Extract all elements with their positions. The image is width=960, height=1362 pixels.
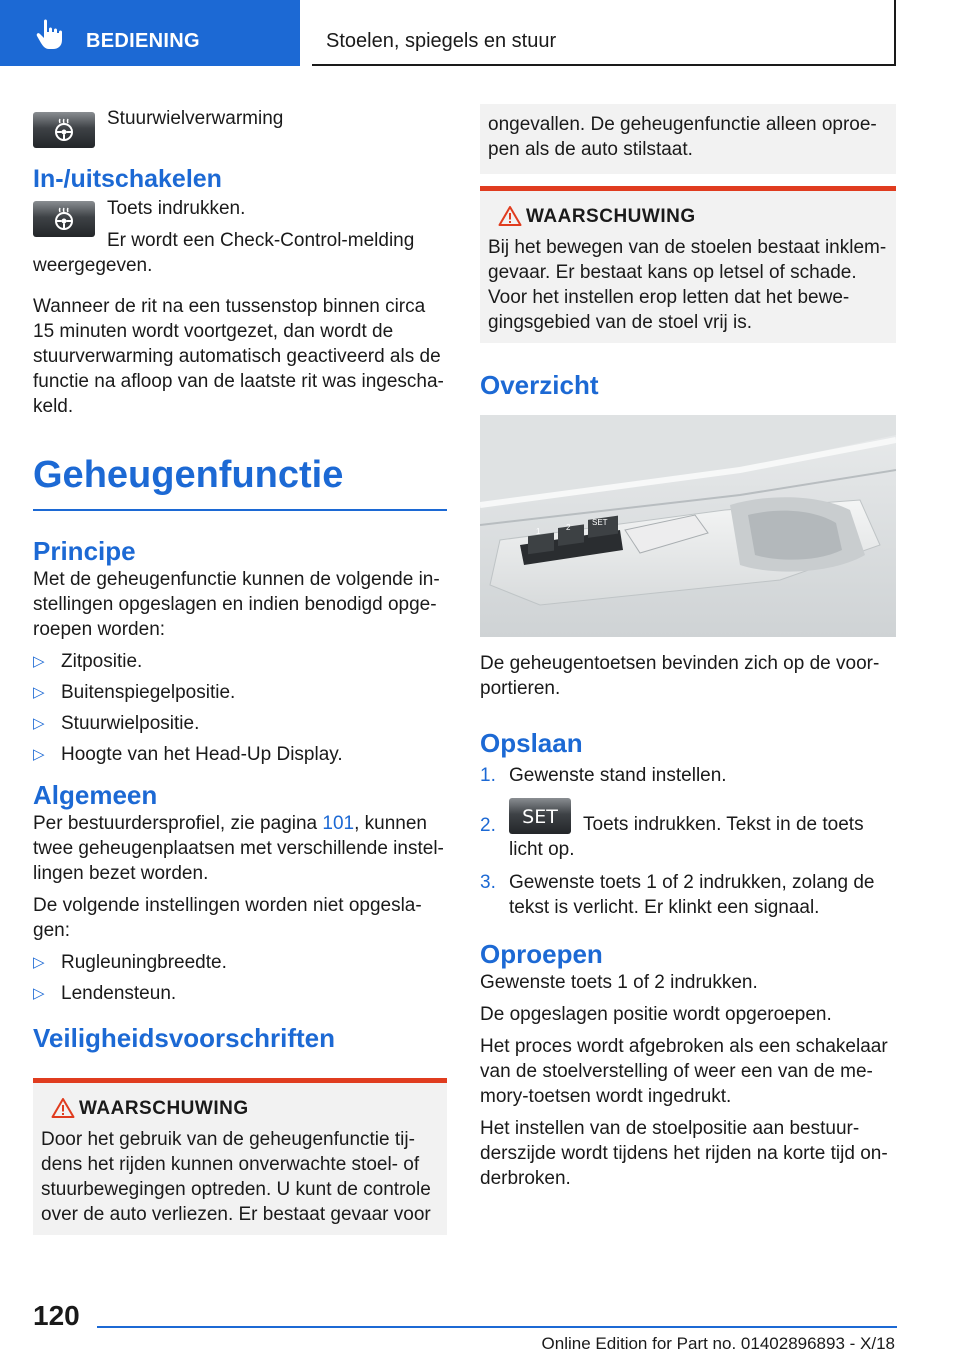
general-text: Per bestuurdersprofiel, zie pagina 101, kunnen twee geheugenplaatsen met verschillende instel-lingen bezet worden. — [33, 813, 444, 884]
page-header — [0, 0, 960, 66]
press-key-text: Toets indrukken. — [107, 198, 246, 219]
recall-text-3: Het proces wordt afgebroken als een schakelaar van de stoelverstelling of weer een van de me-mory-toetsen wordt ingedrukt. — [480, 1036, 888, 1107]
heading-rule — [33, 509, 447, 511]
triangle-bullet-icon: ▷ — [33, 954, 45, 971]
warning-title: WAARSCHUWING — [488, 205, 888, 229]
warning-box-2 — [480, 186, 896, 343]
safety-heading: Veiligheidsvoorschriften — [33, 1023, 335, 1053]
steering-wheel-heat-icon — [52, 207, 76, 231]
photo-button-set: SET — [592, 518, 608, 527]
save-heading: Opslaan — [480, 728, 583, 758]
list-item: 2. SET Toets indrukken. Tekst in de toets licht op. — [480, 796, 896, 862]
recall-text-1: Gewenste toets 1 of 2 indrukken. — [480, 972, 758, 993]
door-panel-photo — [480, 415, 896, 637]
hand-pointer-icon — [34, 18, 68, 50]
general-heading: Algemeen — [33, 780, 158, 810]
recall-text-4: Het instellen van de stoelpositie aan bestuur-derszijde wordt tijdens het rijden na korte tijd on-derbroken. — [480, 1118, 888, 1189]
triangle-bullet-icon: ▷ — [33, 985, 45, 1002]
triangle-bullet-icon: ▷ — [33, 746, 45, 763]
list-item: 3. Gewenste toets 1 of 2 indrukken, zolang de tekst is verlicht. Er klinkt een signaal. — [480, 872, 875, 918]
page-number: 120 — [33, 1300, 80, 1331]
list-item: ▷ Buitenspiegelpositie. — [33, 682, 236, 703]
warning-box-1 — [33, 1078, 447, 1235]
principle-list — [33, 649, 447, 767]
triangle-bullet-icon: ▷ — [33, 684, 45, 701]
warning-text: Door het gebruik van de geheugenfunctie tij-dens het rijden kunnen onverwachte stoel- of stuurbewegingen optreden. U kunt de controle over de auto verliezen. Er bestaat gevaar voor — [41, 1129, 431, 1225]
photo-button-1: 1 — [536, 527, 541, 536]
overview-heading: Overzicht — [480, 370, 599, 400]
principle-heading: Principe — [33, 536, 136, 566]
check-control-text-1: Er wordt een Check-Control-melding — [107, 230, 415, 251]
save-steps — [480, 763, 896, 920]
right-column — [480, 104, 896, 1198]
door-memory-buttons-illustration — [480, 415, 896, 637]
resume-text: Wanneer de rit na een tussenstop binnen circa 15 minuten wordt voortgezet, dan wordt de stuurverwarming automatisch geactiveerd als de functie na afloop van de laatste rit was ingescha-keld. — [33, 296, 444, 417]
footer-rule — [97, 1326, 897, 1328]
triangle-bullet-icon: ▷ — [33, 653, 45, 670]
not-saved-text: De volgende instellingen worden niet opgesla-gen: — [33, 895, 422, 941]
warning-triangle-icon — [51, 1097, 75, 1119]
list-item: ▷ Hoogte van het Head-Up Display. — [33, 744, 343, 765]
heating-row — [33, 96, 447, 134]
not-saved-list — [33, 950, 447, 1006]
list-item: ▷ Rugleuningbreedte. — [33, 952, 227, 973]
steering-heat-button-image — [33, 112, 95, 148]
list-item: ▷ Zitpositie. — [33, 651, 143, 672]
recall-text-2: De opgeslagen positie wordt opgeroepen. — [480, 1004, 832, 1025]
overview-caption: De geheugentoetsen bevinden zich op de voor-portieren. — [480, 653, 880, 699]
chapter-title: Stoelen, spiegels en stuur — [326, 30, 557, 52]
page-link[interactable]: 101 — [322, 813, 355, 834]
steering-wheel-heat-icon — [52, 118, 76, 142]
set-button-image: SET — [509, 798, 571, 834]
onoff-row — [33, 196, 447, 253]
section-tab — [0, 0, 300, 66]
list-item: ▷ Lendensteun. — [33, 983, 177, 1004]
left-column — [33, 96, 447, 1235]
photo-button-2: 2 — [566, 523, 571, 532]
edition-text: Online Edition for Part no. 01402896893 - X/18 — [541, 1334, 895, 1353]
warning-title: WAARSCHUWING — [41, 1097, 439, 1121]
principle-text: Met de geheugenfunctie kunnen de volgende in-stellingen opgeslagen en indien benodigd opge-roepen worden: — [33, 569, 440, 640]
memory-heading: Geheugenfunctie — [33, 454, 344, 496]
warning-triangle-icon — [498, 205, 522, 227]
list-item: ▷ Stuurwielpositie. — [33, 713, 200, 734]
list-item: 1. Gewenste stand instellen. — [480, 765, 727, 786]
section-title: BEDIENING — [86, 30, 200, 52]
heating-label: Stuurwielverwarming — [107, 108, 284, 129]
triangle-bullet-icon: ▷ — [33, 715, 45, 732]
warning-continuation: ongevallen. De geheugenfunctie alleen oproe-pen als de auto stilstaat. — [480, 104, 896, 174]
recall-heading: Oproepen — [480, 939, 603, 969]
chapter-tab — [312, 0, 896, 66]
onoff-heading: In-/uitschakelen — [33, 165, 222, 193]
check-control-text-2: weergegeven. — [33, 255, 153, 276]
warning-text: Bij het bewegen van de stoelen bestaat inklem-gevaar. Er bestaat kans op letsel of schade. Voor het instellen erop letten dat het bewe-gingsgebied van de stoel vrij is. — [488, 237, 887, 333]
steering-heat-button-image-2 — [33, 201, 95, 237]
